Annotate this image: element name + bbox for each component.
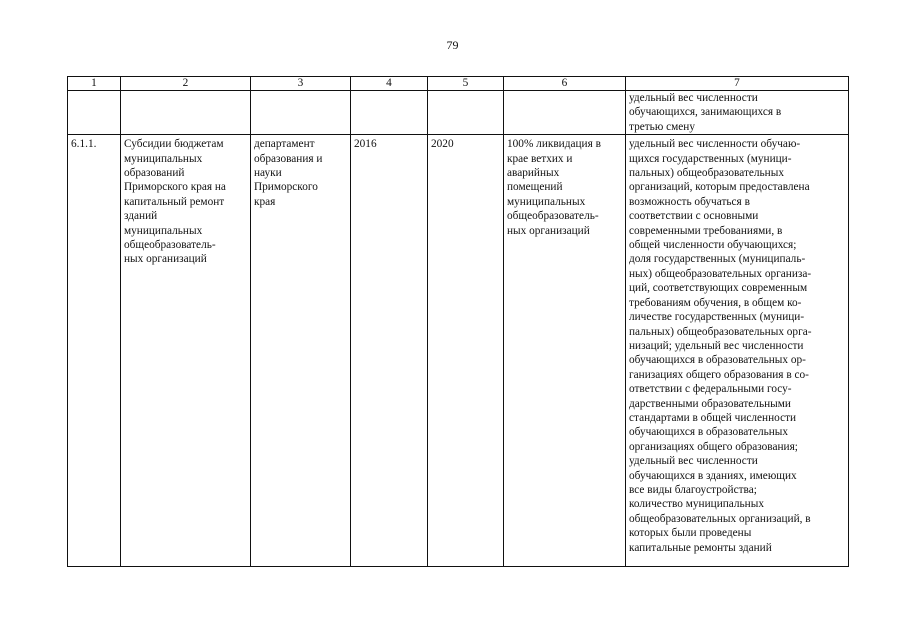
continuation-row [68,91,849,135]
column-header-4: 4 [351,77,428,91]
column-header-5: 5 [428,77,504,91]
column-header-2: 2 [121,77,251,91]
table-row [68,135,849,567]
end-year-cell: 2020 [428,135,504,567]
expected-result-cell: 100% ликвидация в крае ветхих и аварийных помещений муниципальных общеобразователь- ных организаций [504,135,626,567]
cell-empty [351,91,428,135]
column-header-1: 1 [68,77,121,91]
cell-empty [68,91,121,135]
indicators-cell: удельный вес численности обучаю- щихся государственных (муници- пальных) общеобразовательных организаций, которым предоставлена возможность обучаться в соответствии с основными современными требованиями, в общей численности обучающихся; доля государственных (муниципаль- ных) общеобразовательных организа- ций, соответствующих современным требованиям обучения, в общем ко- личестве государственных (муници- пальных) общеобразовательных орга- низаций; удельный вес численности обучающихся в образовательных ор- ганизациях общего образования в со- ответствии с федеральными госу- дарственными образовательными стандартами в общей численности обучающихся в образовательных организациях общего образования; удельный вес численности обучающихся в зданиях, имеющих все виды благоустройства; количество муниципальных общеобразовательных организаций, в которых были проведены капитальные ремонты зданий [626,135,849,567]
column-header-7: 7 [626,77,849,91]
continuation-indicator-cell: удельный вес численности обучающихся, занимающихся в третью смену [626,91,849,135]
measure-name-cell: Субсидии бюджетам муниципальных образований Приморского края на капитальный ремонт зданий муниципальных общеобразователь- ных организаций [121,135,251,567]
cell-empty [251,91,351,135]
cell-empty [504,91,626,135]
cell-empty [428,91,504,135]
program-table [67,76,849,567]
page-number: 79 [446,38,459,52]
column-header-3: 3 [251,77,351,91]
start-year-cell: 2016 [351,135,428,567]
item-number-cell: 6.1.1. [68,135,121,567]
column-number-row [68,77,849,91]
responsible-executor-cell: департамент образования и науки Приморского края [251,135,351,567]
column-header-6: 6 [504,77,626,91]
cell-empty [121,91,251,135]
